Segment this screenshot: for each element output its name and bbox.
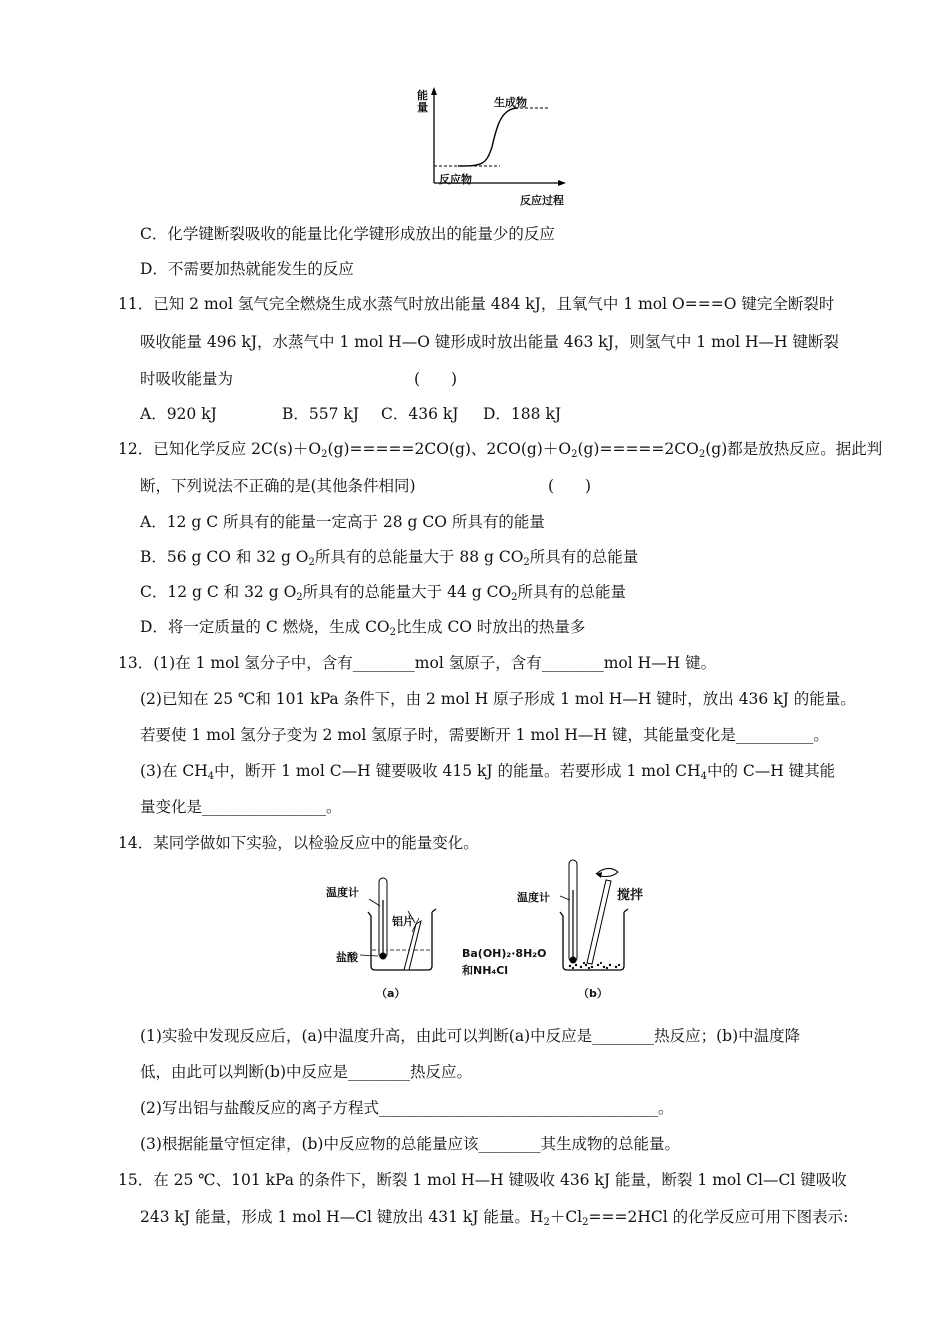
q12-option-a: A．12 g C 所具有的能量一定高于 28 g CO 所具有的能量	[140, 513, 545, 531]
q13-line4: (3)在 $CH_4$中，断开 1 mol C—H 键要吸收 415 kJ 的能量。若要形成 1 mol $CH_4$中的 C—H 键其能	[140, 762, 836, 782]
q12-answer-blank: ( )	[548, 477, 592, 495]
hcl-label: 盐酸	[336, 951, 358, 964]
q11-option-c: C．436 kJ	[381, 405, 459, 423]
q11-option-d: D．188 kJ	[483, 405, 562, 423]
thermometer-b-label: 温度计	[517, 891, 550, 904]
q14-line4: (2)写出铝与盐酸反应的离子方程式____________________________________。	[140, 1099, 674, 1117]
q13-line1: 13．(1)在 1 mol 氢分子中，含有________mol 氢原子，含有________mol H—H 键。	[118, 654, 717, 672]
q11-option-b: B．557 kJ	[282, 405, 360, 423]
q13-line2: (2)已知在 25 ℃和 101 kPa 条件下，由 2 mol H 原子形成 1 mol H—H 键时，放出 436 kJ 的能量。	[140, 690, 856, 708]
q11-line2: 吸收能量 496 kJ，水蒸气中 1 mol H—O 键形成时放出能量 463 kJ，则氢气中 1 mol H—H 键断裂	[140, 333, 839, 351]
q13-line3: 若要使 1 mol 氢分子变为 2 mol 氢原子时，需要断开 1 mol H—H 键，其能量变化是__________。	[140, 726, 829, 744]
reagent-label-1: Ba(OH)₂·8H₂O	[462, 947, 547, 960]
reactants-label: 反应物	[439, 173, 472, 186]
q12-option-d: D．将一定质量的 C 燃烧，生成 $CO_2$比生成 CO 时放出的热量多	[140, 618, 586, 638]
thermometer-a-label: 温度计	[326, 886, 359, 899]
q11-answer-blank: ( )	[414, 370, 458, 388]
q14-line2: (1)实验中发现反应后，(a)中温度升高，由此可以判断(a)中反应是________热反应；(b)中温度降	[140, 1027, 801, 1045]
q11-line1: 11．已知 2 mol 氢气完全燃烧生成水蒸气时放出能量 484 kJ，且氧气中 1 mol O===O 键完全断裂时	[118, 295, 835, 313]
q12-line1-part2: (g)=====2CO(g)、2CO(g)＋O	[327, 440, 572, 458]
q11-option-a: A．920 kJ	[140, 405, 217, 423]
q14-line3: 低，由此可以判断(b)中反应是________热反应。	[140, 1063, 473, 1081]
q12-option-c: C．12 g C 和 32 g $O_2$所具有的总能量大于 44 g $CO_2$所具有的总能量	[140, 583, 627, 603]
q15-line1: 15．在 25 ℃、101 kPa 的条件下，断裂 1 mol H—H 键吸收 436 kJ 能量，断裂 1 mol Cl—Cl 键吸收	[118, 1171, 847, 1189]
q12-line1: 12．已知化学反应 $2C(s)+O_2(g)=====2CO(g)$、$2CO(g)+O_2(g)=====2CO_2(g)$都是放热反应。据此判	[118, 440, 883, 460]
q14-line5: (3)根据能量守恒定律，(b)中反应物的总能量应该________其生成物的总能量。	[140, 1135, 680, 1153]
energy-x-label: 反应过程	[520, 194, 564, 207]
q12-option-b: B．56 g CO 和 32 g $O_2$所具有的总能量大于 88 g $CO_2$所具有的总能量	[140, 548, 639, 568]
q12-line1-part4: (g)都是放热反应。据此判	[705, 440, 883, 458]
figure-b-label: （b）	[578, 987, 608, 1000]
q12-line2: 断，下列说法不正确的是(其他条件相同)	[140, 477, 416, 495]
q15-line2: 243 kJ 能量，形成 1 mol H—Cl 键放出 431 kJ 能量。$H_2+Cl_2===2HCl$ 的化学反应可用下图表示:	[140, 1208, 849, 1228]
q12-line1-part1: 12．已知化学反应 2C(s)＋O	[118, 440, 322, 458]
q10-option-d: D．不需要加热就能发生的反应	[140, 260, 354, 278]
products-label: 生成物	[494, 96, 527, 109]
q14-line1: 14．某同学做如下实验，以检验反应中的能量变化。	[118, 834, 479, 852]
q13-line5: 量变化是________________。	[140, 798, 342, 816]
figure-a-label: （a）	[376, 987, 406, 1000]
energy-y-label: 能量	[417, 89, 428, 114]
stir-label: 搅拌	[617, 888, 644, 903]
aluminum-label: 铝片	[392, 915, 414, 928]
reagent-label-2: 和NH₄Cl	[462, 964, 509, 977]
q11-line3: 时吸收能量为	[140, 370, 234, 388]
q10-option-c: C．化学键断裂吸收的能量比化学键形成放出的能量少的反应	[140, 225, 555, 243]
q12-line1-part3: (g)=====2CO	[577, 440, 699, 458]
